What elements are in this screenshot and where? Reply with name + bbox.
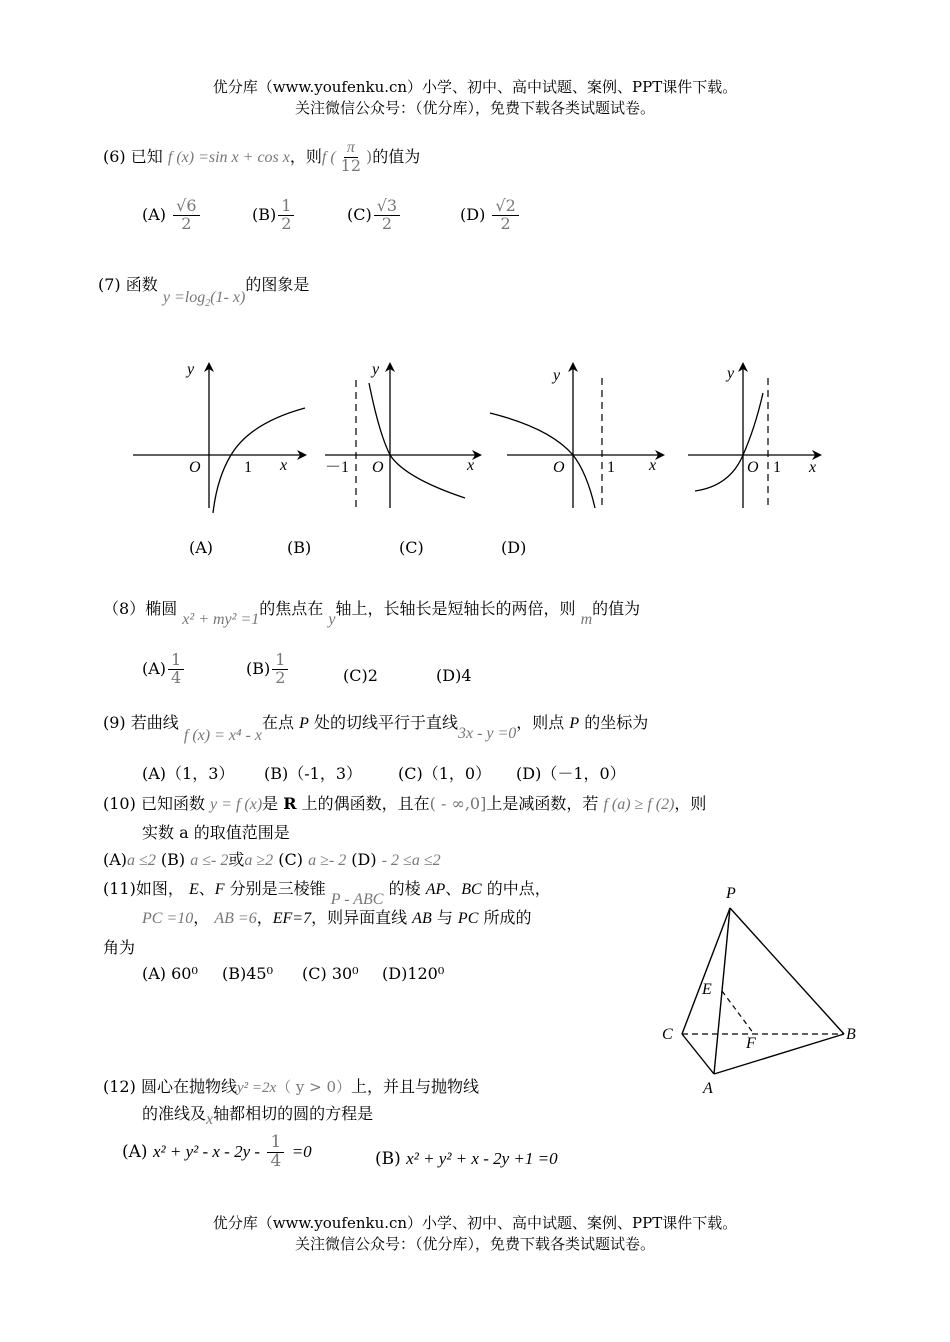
graph-label-a: (A) (189, 538, 214, 557)
graph-a (133, 361, 305, 513)
question-12: (12) 圆心在抛物线y² =2x（ y > 0）上，并且与抛物线 (103, 1077, 480, 1096)
q10-line-2: 实数 a 的取值范围是 (142, 823, 290, 842)
y-axis-label: y (187, 361, 195, 378)
q12-option-a: (A) x² + y² - x - 2y - $\frac{1}{4}$ =0 (122, 1132, 312, 1171)
q9-option-a: (A)（1，3） (142, 764, 235, 783)
point-e: E (702, 981, 712, 998)
graph-c (490, 364, 663, 508)
question-7: (7) 函数 $y =\log_2(1-$ x)的图象是 (98, 275, 310, 310)
svg-text:y: y (372, 361, 380, 378)
graph-label-d: (D) (501, 538, 527, 557)
svg-text:y: y (727, 365, 735, 382)
vertex-a: A (703, 1080, 713, 1097)
vertex-p: P (726, 885, 736, 902)
pyramid-figure (650, 878, 870, 1100)
q6-option-d: (D) $\frac{√2}{2}$ (460, 198, 521, 233)
q11-option-b: (B)45⁰ (222, 964, 274, 983)
q11-option-c: (C) 30⁰ (302, 964, 359, 983)
svg-text:O: O (372, 459, 384, 476)
footer-line-2: 关注微信公众号：（优分库），免费下载各类试题试卷。 (294, 1235, 655, 1253)
header-line-1: 优分库（www.youfenku.cn）小学、初中、高中试题、案例、PPT课件下载。 (212, 78, 738, 96)
question-10: (10) 已知函数 y = f (x)是 R 上的偶函数，且在( - ∞,0]上是减函数，若 f (a) ≥ f (2)，则 (103, 794, 707, 813)
math-expression: f (x) =sin x + cos x (167, 148, 290, 166)
math-expression: x² + my² =1 (182, 611, 260, 628)
q12-option-b: (B) x² + y² + x - 2y +1 =0 (375, 1149, 558, 1169)
vertex-c: C (662, 1026, 673, 1043)
svg-text:x: x (467, 457, 475, 474)
svg-text:O: O (747, 459, 759, 476)
q11-option-a: (A) 60⁰ (142, 964, 198, 983)
q9-option-d: (D)（－1，0） (516, 764, 626, 783)
origin-label: O (189, 459, 201, 476)
q6-option-a: (A) $\frac{√6}{2}$ (142, 198, 202, 233)
q11-line-3: 角为 (103, 938, 136, 957)
x-axis-label: x (280, 457, 288, 474)
svg-text:O: O (553, 459, 565, 476)
q8-option-d: (D)4 (436, 666, 472, 685)
graph-label-b: (B) (287, 538, 312, 557)
svg-text:1: 1 (773, 459, 781, 476)
q9-option-c: (C)（1，0） (398, 764, 492, 783)
footer-line-1: 优分库（www.youfenku.cn）小学、初中、高中试题、案例、PPT课件下载。 (212, 1214, 738, 1232)
graph-b (325, 361, 480, 508)
svg-text:x: x (809, 459, 817, 476)
q6-option-b: (B) $\frac{1}{2}$ (252, 198, 296, 233)
graph-d (688, 364, 820, 508)
tick-label: －1 (325, 459, 350, 476)
vertex-b: B (846, 1026, 856, 1043)
q11-option-d: (D)120⁰ (382, 964, 445, 983)
question-9: (9) 若曲线 f (x) = x⁴ - x在点 P 处的切线平行于直线3x - y =0，则点 P 的坐标为 (103, 713, 649, 744)
math-expression: $y =\log_2(1-$ x) (162, 289, 246, 310)
q7-graphs (125, 358, 835, 518)
tick-label: 1 (244, 459, 252, 476)
fraction: $\frac{\pi}{12}$ (340, 139, 362, 175)
math-expression: f (x) = x⁴ - x (183, 727, 262, 744)
q9-option-b: (B)（-1，3） (264, 764, 363, 783)
graph-label-c: (C) (399, 538, 424, 557)
q11-line-2: PC =10， AB =6，EF=7，则异面直线 AB 与 PC 所成的 (142, 908, 532, 927)
question-number: (6) (103, 146, 126, 166)
svg-text:x: x (649, 457, 657, 474)
q8-option-b: (B) $\frac{1}{2}$ (246, 652, 290, 687)
point-f: F (746, 1035, 756, 1052)
q6-option-c: (C) $\frac{√3}{2}$ (347, 198, 402, 233)
question-8: （8）椭圆 x² + my² =1的焦点在 y轴上，长轴长是短轴长的两倍，则 m的值为 (103, 599, 641, 628)
q8-option-c: (C)2 (343, 666, 378, 685)
q12-line-2: 的准线及x轴都相切的圆的方程是 (142, 1104, 374, 1128)
header-line-2: 关注微信公众号：（优分库），免费下载各类试题试卷。 (294, 99, 655, 117)
svg-text:y: y (553, 367, 561, 384)
q8-option-a: (A) $\frac{1}{4}$ (142, 652, 186, 687)
svg-text:1: 1 (607, 459, 615, 476)
q10-options: (A)a ≤2 (B) a ≤- 2或a ≥2 (C) a ≥- 2 (D) - 2 ≤a ≤2 (103, 850, 441, 869)
question-11: (11)如图， E、F 分别是三棱锥 P - ABC 的棱 AP、BC 的中点， (103, 879, 551, 908)
question-6: (6) 已知 f (x) =sin x + cos x，则f ( $\frac{\pi}{12}$ )的值为 (103, 139, 421, 175)
